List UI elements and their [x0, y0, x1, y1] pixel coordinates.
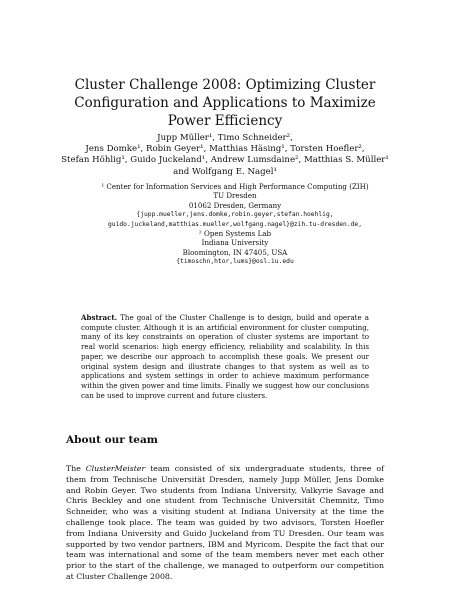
- abstract-label: Abstract.: [81, 313, 118, 322]
- affiliation-line: ² Open Systems Lab: [198, 229, 272, 239]
- body-prefix: The: [66, 464, 86, 473]
- section-heading: About our team: [66, 434, 158, 446]
- author-line: and Wolfgang E. Nagel¹: [173, 166, 277, 177]
- affiliation-line: ¹ Center for Information Services and High Performance Computing (ZIH): [101, 182, 369, 191]
- author-line: Jupp Müller¹, Timo Schneider²,: [157, 133, 293, 143]
- body-rest: team consisted of six undergraduate students, three of them from Technische Universität Dresden, namely Jupp Müller, Jens Domke and Robin Geyer. Two students from Indiana University, Valkyrie Savage and Chris Beckley and one student from Technische Universität Chemnitz, Timo Schneider, who was a visiting student at Indiana University at the time the challenge took place. The team was guided by two advisors, Torsten Hoefler from Indiana University and Guido Juckeland from TU Dresden. Our team was supported by two vendor partners, IBM and Myricom. Despite the fact that our team was international and some of the team members never met each other prior to the start of the challenge, we managed to outperform our competition at Cluster Challenge 2008.: [66, 464, 384, 581]
- affiliation-line: TU Dresden: [213, 191, 257, 201]
- body-paragraph: [66, 464, 384, 583]
- title-line: Configuration and Applications to Maximize: [74, 95, 376, 111]
- paper-title: [60, 76, 390, 130]
- affiliation-line: Indiana University: [201, 238, 269, 248]
- affiliation-email: {jupp.mueller,jens.domke,robin.geyer,stefan.hoehlig,: [136, 211, 334, 219]
- affiliation-line: Bloomington, IN 47405, USA: [182, 247, 288, 257]
- affiliation-line: 01062 Dresden, Germany: [188, 200, 282, 210]
- abstract: [81, 313, 369, 400]
- affiliation-email: {timoschn,htor,lums}@osl.iu.edu: [176, 258, 294, 266]
- abstract-text: The goal of the Cluster Challenge is to design, build and operate a compute cluster. Although it is an artificial environment for cluster computing, many of its key constraints on operation of cluster systems are important to real world scenarios: high energy efficiency, reliability and scalability. In this paper, we describe our approach to accomplish these goals. We present our original system design and illustrate changes to that system as well as to applications and system settings in order to achieve maximum performance within the given power and time limits. Finally we suggest how our conclusions can be used to improve current and future clusters.: [81, 313, 369, 400]
- affiliation-email: guido.juckeland,matthias.mueller,wolfgang.nagel}@zih.tu-dresden.de,: [107, 220, 362, 228]
- title-line: Power Efficiency: [167, 113, 283, 129]
- author-line: Jens Domke¹, Robin Geyer¹, Matthias Häsing¹, Torsten Hoefler²,: [85, 144, 365, 155]
- author-line: Stefan Höhlig¹, Guido Juckeland¹, Andrew Lumsdaine², Matthias S. Müller¹: [61, 155, 389, 166]
- affiliations: [70, 182, 400, 267]
- team-name: ClusterMeister: [85, 464, 146, 473]
- author-list: [20, 133, 430, 178]
- title-line: Cluster Challenge 2008: Optimizing Cluster: [74, 77, 376, 93]
